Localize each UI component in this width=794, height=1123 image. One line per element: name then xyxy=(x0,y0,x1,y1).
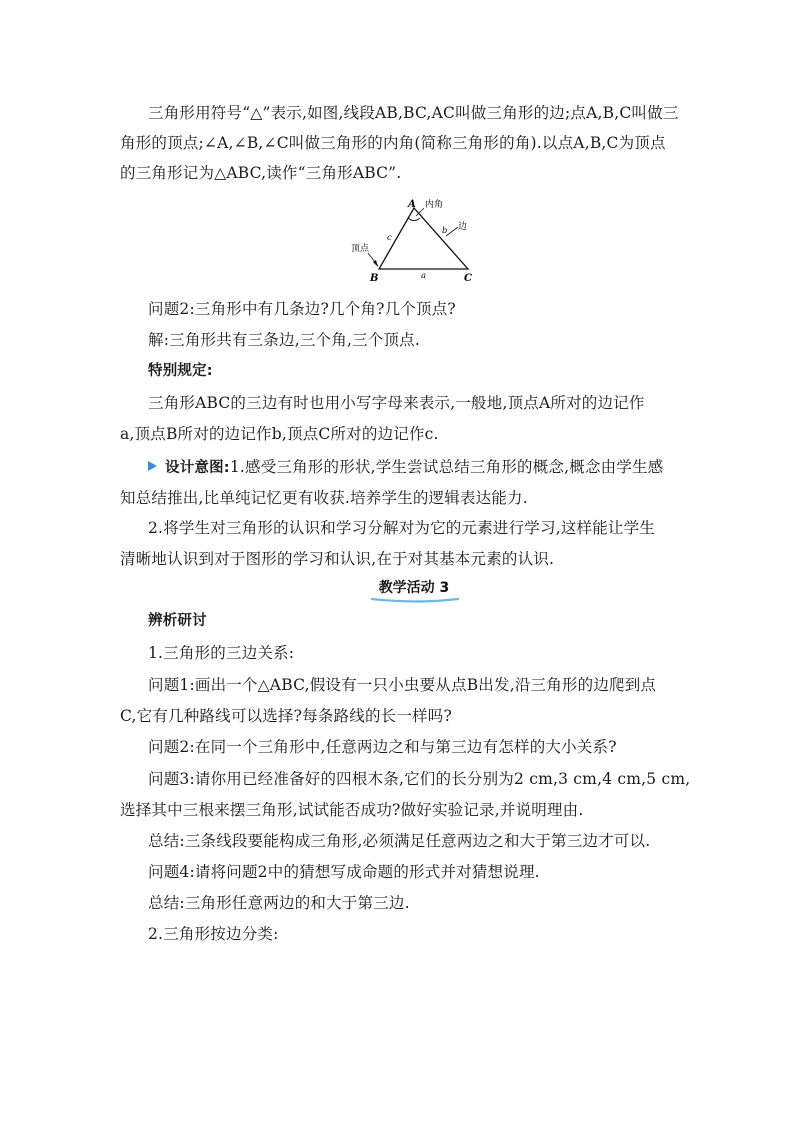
answer-text: 解:三角形共有三条边,三个角,三个顶点. xyxy=(148,331,421,349)
question-text: 问题3:请你用已经准备好的四根木条,它们的长分别为2 cm,3 cm,4 cm,5 cm, xyxy=(148,770,691,788)
activity-heading: 教学活动 3 xyxy=(378,580,450,596)
angle-arc xyxy=(408,218,420,221)
question-text: 问题2:在同一个三角形中,任意两边之和与第三边有怎样的大小关系? xyxy=(148,738,617,756)
paragraph-line: 三角形用符号“△”表示,如图,线段AB,BC,AC叫做三角形的边;点A,B,C叫做三 xyxy=(148,104,679,122)
design-intent-label: 设计意图: xyxy=(165,460,230,476)
label-vertex: 顶点 xyxy=(351,244,370,254)
summary-text: 总结:三角形任意两边的和大于第三边. xyxy=(148,894,410,912)
label-a: a xyxy=(421,271,427,281)
paragraph-line: 2.将学生对三角形的认识和学习分解对为它的元素进行学习,这样能让学生 xyxy=(148,519,656,537)
question-text: 问题2:三角形中有几条边?几个角?几个顶点? xyxy=(148,300,456,318)
label-c: c xyxy=(387,233,392,243)
paragraph-line: 三角形ABC的三边有时也用小写字母来表示,一般地,顶点A所对的边记作 xyxy=(148,394,645,412)
triangle-shape xyxy=(379,208,468,269)
activity-underline-decoration xyxy=(370,597,460,603)
special-title: 特别规定: xyxy=(148,363,213,379)
subsection-title: 2.三角形按边分类: xyxy=(148,925,279,943)
paragraph-line: 角形的顶点;∠A,∠B,∠C叫做三角形的内角(简称三角形的角).以点A,B,C为顶点 xyxy=(120,134,666,152)
side-pointer xyxy=(446,227,458,236)
design-intent-line xyxy=(148,457,663,478)
paragraph-line: C,它有几种路线可以选择?每条路线的长一样吗? xyxy=(120,707,452,725)
paragraph-line: a,顶点B所对的边记作b,顶点C所对的边记作c. xyxy=(120,425,439,443)
label-B: B xyxy=(370,273,379,284)
label-b: b xyxy=(442,226,448,236)
subsection-title: 1.三角形的三边关系: xyxy=(148,644,295,662)
paragraph-line: 的三角形记为△ABC,读作“三角形ABC”. xyxy=(120,164,402,182)
label-inner-angle: 内角 xyxy=(425,200,444,210)
paragraph-line: 清晰地认识到对于图形的学习和认识,在于对其基本元素的认识. xyxy=(120,550,555,568)
summary-text: 总结:三条线段要能构成三角形,必须满足任意两边之和大于第三边才可以. xyxy=(148,832,651,850)
section-title: 辨析研讨 xyxy=(148,613,207,629)
label-C: C xyxy=(464,273,472,284)
label-side: 边 xyxy=(458,222,468,232)
design-intent-text: 1.感受三角形的形状,学生尝试总结三角形的概念,概念由学生感 xyxy=(229,458,664,476)
label-A: A xyxy=(408,199,416,210)
triangle-marker-icon xyxy=(148,461,157,471)
question-text: 问题1:画出一个△ABC,假设有一只小虫要从点B出发,沿三角形的边爬到点 xyxy=(148,676,657,694)
triangle-diagram xyxy=(346,196,486,286)
paragraph-line: 知总结推出,比单纯记忆更有收获.培养学生的逻辑表达能力. xyxy=(120,489,528,507)
question-text: 问题4:请将问题2中的猜想写成命题的形式并对猜想说理. xyxy=(148,863,540,881)
paragraph-line: 选择其中三根来摆三角形,试试能否成功?做好实验记录,并说明理由. xyxy=(120,801,584,819)
